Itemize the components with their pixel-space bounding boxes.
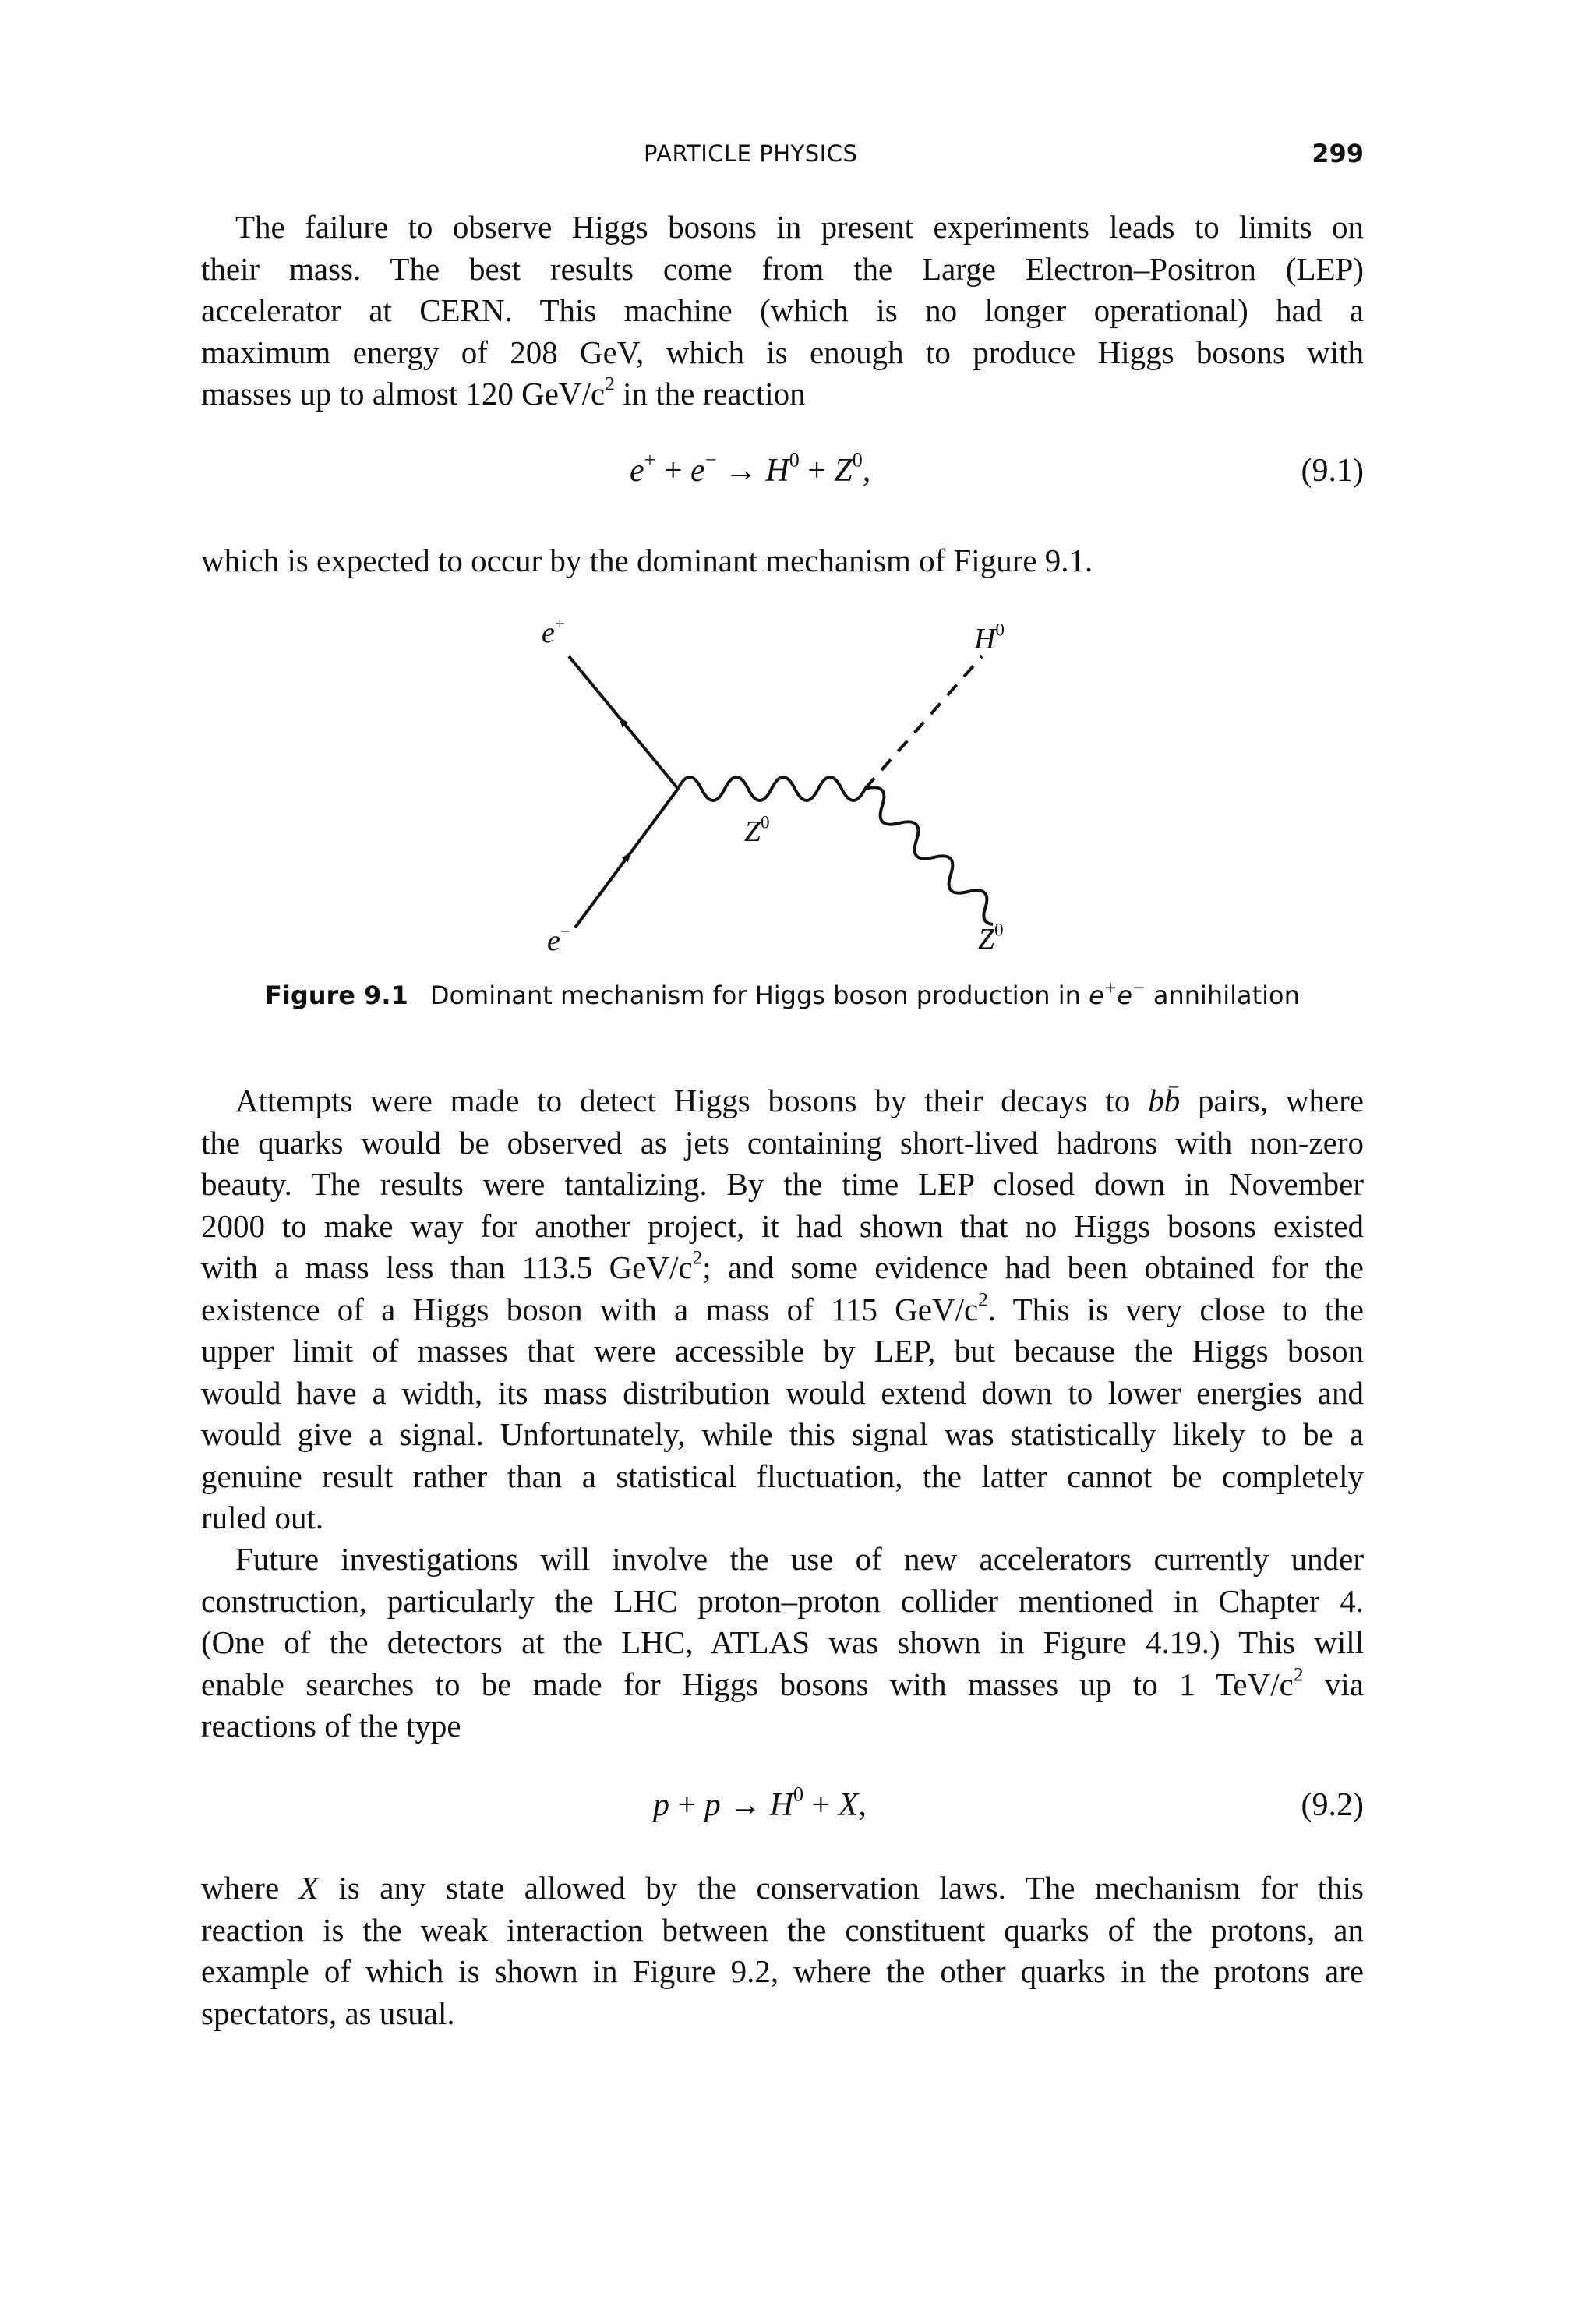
text-line: accelerator at CERN. This machine (which is no longer operational) had a [201,292,1364,328]
equation-9-2 [201,1783,1364,1833]
paragraph-3 [201,1080,1364,1539]
paragraph-5 [201,1867,1364,2034]
z-boson-propagator [678,777,865,800]
paragraph-2 [201,540,1364,582]
text-line: which is expected to occur by the dominant mechanism of Figure 9.1. [201,542,1093,578]
text-run: in the reaction [614,376,806,412]
outgoing-z-boson-line [865,787,993,924]
label-e-minus: e− [547,921,570,957]
caption-text: Dominant mechanism for Higgs boson production in [429,981,1089,1010]
bbbar: bb̄ [1148,1083,1181,1118]
text-line: would have a width, its mass distribution would extend down to lower energies and [201,1374,1364,1411]
label-e-plus: e+ [542,613,565,649]
text-line: their mass. The best results come from the Large Electron–Positron (LEP) [201,250,1364,287]
text-line: The failure to observe Higgs bosons in present experiments leads to limits on [235,209,1364,245]
higgs-line [865,656,982,789]
text-line: Attempts were made to detect Higgs bosons by their decays to bb̄ pairs, where [235,1083,1365,1118]
text-line: spectators, as usual. [201,1995,455,2031]
text-line: would give a signal. Unfortunately, while this signal was statistically likely to be a [201,1416,1364,1452]
text-line: genuine result rather than a statistical fluctuation, the latter cannot be completely [201,1458,1364,1494]
text-line: where X is any state allowed by the conservation laws. The mechanism for this [201,1870,1364,1906]
text-line: upper limit of masses that were accessible by LEP, but because the Higgs boson [201,1333,1364,1369]
text-line: Future investigations will involve the use of new accelerators currently under [235,1541,1364,1577]
diagram-graphic [507,613,1052,974]
equation-9-1 [201,448,1364,499]
equation-body: $p + p \to H^0 + X$, [653,1783,867,1823]
electron-arrow-icon [620,856,628,867]
text-line: (One of the detectors at the LHC, ATLAS was shown in Figure 4.19.) This will [201,1624,1364,1660]
running-title: PARTICLE PHYSICS [644,140,858,167]
text-line: construction, particularly the LHC proton–proton collider mentioned in Chapter 4. [201,1582,1364,1619]
text-line: the quarks would be observed as jets containing short-lived hadrons with non-zero [201,1124,1364,1161]
label-z0-internal: $Z^0$ [744,812,770,848]
text-line: ruled out. [201,1500,324,1535]
text-line: 2000 to make way for another project, it had shown that no Higgs bosons existed [201,1207,1364,1244]
equation-number: (9.2) [1301,1787,1364,1823]
label-z0-out: $Z^0$ [978,920,1004,956]
text-line [201,373,1364,415]
label-h0: $H^0$ [974,620,1005,655]
text-line: reactions of the type [201,1708,461,1744]
running-header [201,137,1364,176]
equation-body: $e^+ + e^- \to H^0 + Z^0$, [630,448,871,489]
text-line: reaction is the weak interaction between the constituent quarks of the protons, an [201,1911,1364,1948]
text-line: beauty. The results were tantalizing. By the time LEP closed down in November [201,1166,1364,1202]
positron-arrow-icon [622,721,630,730]
text-line: example of which is shown in Figure 9.2, where the other quarks in the protons are [201,1953,1364,1989]
superscript: 2 [605,373,615,395]
text-line: maximum energy of 208 GeV, which is enough to produce Higgs bosons with [201,334,1364,370]
equation-number: (9.1) [1301,453,1364,489]
text-line: with a mass less than 113.5 GeV/$c^2$; and some evidence had been obtained for the [201,1246,1364,1285]
text-line: existence of a Higgs boson with a mass of 115 GeV/$c^2$. This is very close to the [201,1288,1364,1327]
paragraph-4 [201,1539,1364,1747]
paragraph-1 [201,207,1364,415]
figure-caption: Figure 9.1 Dominant mechanism for Higgs boson production in e+e− annihilation [265,978,1300,1010]
feynman-diagram [507,613,1052,974]
page-number: 299 [1312,139,1364,168]
text-run: masses up to almost 120 GeV/c [201,376,606,412]
caption-label: Figure 9.1 [265,981,408,1010]
text-line: enable searches to be made for Higgs bosons with masses up to 1 TeV/$c^2$ via [201,1663,1364,1702]
